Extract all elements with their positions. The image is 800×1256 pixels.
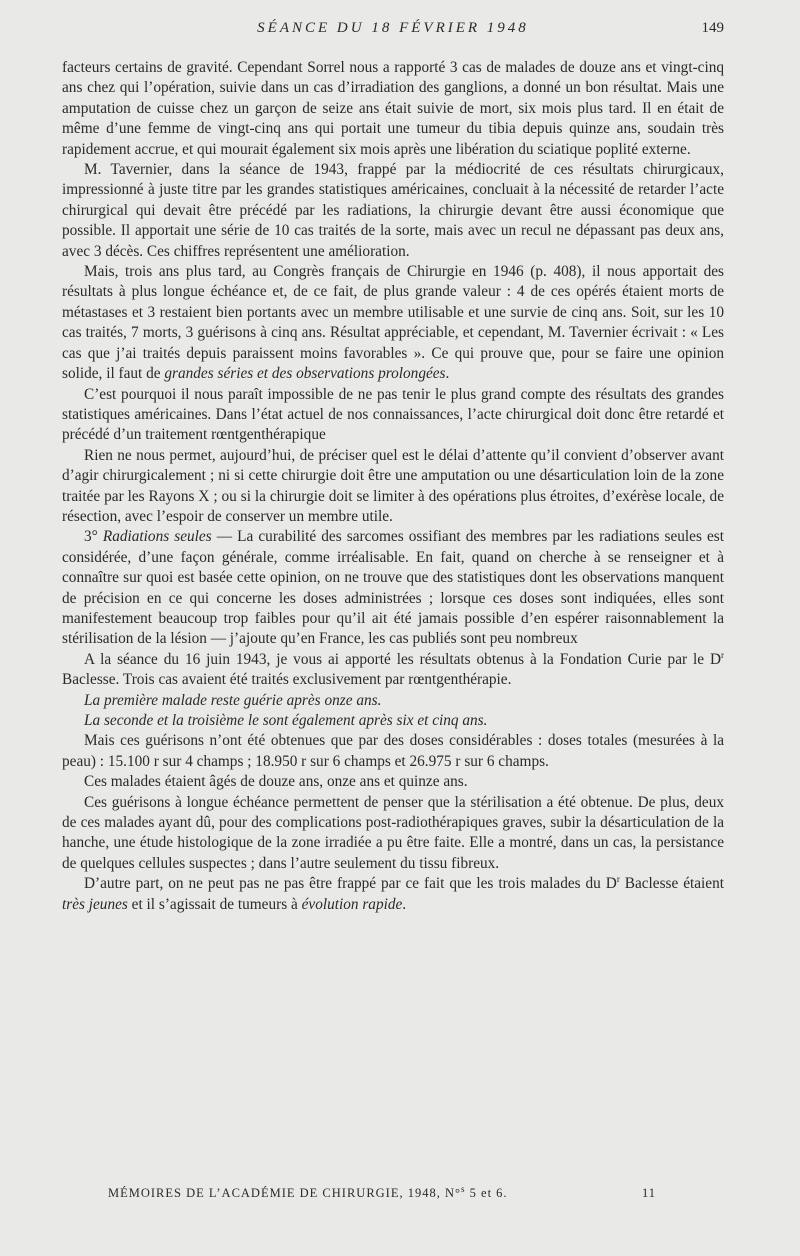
paragraph-text: . <box>445 365 450 383</box>
paragraph <box>62 874 724 915</box>
paragraph <box>62 650 724 691</box>
article-body <box>62 58 724 915</box>
page-number: 149 <box>701 20 724 36</box>
superscript: r <box>616 874 620 885</box>
section-heading: Radiations seules <box>102 528 212 546</box>
italic-paragraph <box>62 691 724 711</box>
paragraph <box>62 793 724 875</box>
paragraph-text: Baclesse. Trois cas avaient été traités exclusivement par rœntgenthérapie. <box>62 671 512 689</box>
paragraph <box>62 772 724 792</box>
sheet-number: 11 <box>641 1186 656 1200</box>
paragraph-text: Mais, trois ans plus tard, au Congrès français de Chirurgie en 1946 (p. 408), il nous apportait des résultats à plus longue échéance et, de ce fait, de plus grande valeur : 4 de ces opérés étaient morts de métastases et 3 restaient bien portants avec un membre utilisable et une survie de cinq ans. Soit, sur les 10 cas traités, 7 morts, 3 guérisons à cinq ans. Résultat appréciable, et cependant, M. Tavernier écrivait : « Les cas que j’ai traités depuis paraissent moins favorables ». Ce qui prouve que, pour se faire une opinion solide, il faut de <box>62 263 724 383</box>
journal-citation <box>108 1183 508 1201</box>
paragraph-text: C’est pourquoi il nous paraît impossible de ne pas tenir le plus grand compte des résultats des grandes statistiques américaines. Dans l’état actuel de nos connaissances, l’acte chirurgical doit donc être retardé et précédé d’un traitement rœntgenthérapique <box>62 385 724 444</box>
paragraph-text: Baclesse étaient <box>619 875 724 893</box>
issue-number: 5 et 6. <box>465 1186 508 1200</box>
journal-name: MÉMOIRES DE L’ACADÉMIE DE CHIRURGIE, 1948, N° <box>108 1186 462 1200</box>
paragraph-text: . <box>402 895 407 913</box>
italic-phrase: très jeunes <box>62 895 128 913</box>
paragraph-text: D’autre part, on ne peut pas ne pas être frappé par ce fait que les trois malades du D <box>84 875 617 893</box>
superscript: r <box>721 649 724 660</box>
section-number: 3° <box>84 528 103 546</box>
running-title: SÉANCE DU 18 FÉVRIER 1948 <box>257 20 529 36</box>
paragraph <box>62 446 724 528</box>
italic-phrase: évolution rapide <box>301 895 403 913</box>
paragraph-text: facteurs certains de gravité. Cependant Sorrel nous a rapporté 3 cas de malades de douze ans et vingt-cinq ans chez qui l’opération, suivie dans un cas d’irradiation des ganglions, a donné un bon résultat. Mais une amputation de cuisse chez un garçon de seize ans était suivie de mort, six mois plus tard. Il en était de même d’une femme de vingt-cinq ans qui portait une tumeur du tibia depuis quinze ans, soudain très rapidement accrue, et qui mourait également six mois après une libération du sciatique poplité externe. <box>62 59 724 158</box>
paragraph-text: La seconde et la troisième le sont également après six et cinq ans. <box>84 712 488 729</box>
page-header <box>62 20 724 44</box>
paragraph <box>62 731 724 772</box>
paragraph-text: Rien ne nous permet, aujourd’hui, de préciser quel est le délai d’attente qu’il convient d’observer avant d’agir chirurgicalement ; ni si cette chirurgie doit être une amputation ou une désarticulation loin de la zone traitée par les Rayons X ; ou si la chirurgie doit se limiter à des opérations plus étroites, d’exérèse locale, de résection, avec l’espoir de conserver un membre utile. <box>62 446 724 525</box>
section-paragraph <box>62 527 724 649</box>
italic-phrase: grandes séries et des observations prolongées <box>164 365 446 383</box>
paragraph-text: Mais ces guérisons n’ont été obtenues que par des doses considérables : doses totales (mesurées à la peau) : 15.100 r sur 4 champs ; 18.950 r sur 6 champs et 26.975 r sur 6 champs. <box>62 732 724 770</box>
paragraph <box>62 262 724 384</box>
paragraph <box>62 58 724 160</box>
paragraph-text: M. Tavernier, dans la séance de 1943, frappé par la médiocrité de ces résultats chirurgicaux, impressionné à juste titre par les grandes statistiques américaines, concluait à la nécessité de retarder l’acte chirurgical qui devait être précédé par les radiations, la chirurgie devant être aussi économique que possible. Il apportait une série de 10 cas traités de la sorte, mais avec un recul ne dépassant pas deux ans, avec 3 décès. Ces chiffres représentent une amélioration. <box>62 161 724 260</box>
paragraph-text: La première malade reste guérie après onze ans. <box>84 691 382 709</box>
paragraph-text: A la séance du 16 juin 1943, je vous ai apporté les résultats obtenus à la Fondation Curie par le D <box>84 650 721 668</box>
paragraph-text: Ces guérisons à longue échéance permettent de penser que la stérilisation a été obtenue. De plus, deux de ces malades ayant dû, pour des complications post-radiothérapiques graves, subir la désarticulation de la hanche, une étude histologique de la zone irradiée a pu être faite. Elle a montré, dans un cas, la persistance de quelques cellules suspectes ; dans l’autre seulement du tissu fibreux. <box>62 793 724 872</box>
italic-paragraph <box>62 711 724 731</box>
paragraph-text: et il s’agissait de tumeurs à <box>127 895 302 913</box>
paragraph <box>62 385 724 446</box>
paragraph-text: — La curabilité des sarcomes ossifiant des membres par les radiations seules est considérée, d’une façon générale, comme irréalisable. En fait, quand on cherche à se renseigner et à connaître sur quoi est basée cette opinion, on ne trouve que des statistiques dont les observations manquent de précision en ce qui concerne les doses administrées ; lorsque ces doses sont indiquées, elles sont manifestement beaucoup trop faibles pour qu’il ait été jamais possible d’en espérer raisonnablement la stérilisation de la lésion — j’ajoute qu’en France, les cas publiés sont peu nombreux <box>62 528 725 648</box>
paragraph-text: Ces malades étaient âgés de douze ans, onze ans et quinze ans. <box>84 773 468 791</box>
paragraph <box>62 160 724 262</box>
superscript: s <box>461 1183 466 1194</box>
